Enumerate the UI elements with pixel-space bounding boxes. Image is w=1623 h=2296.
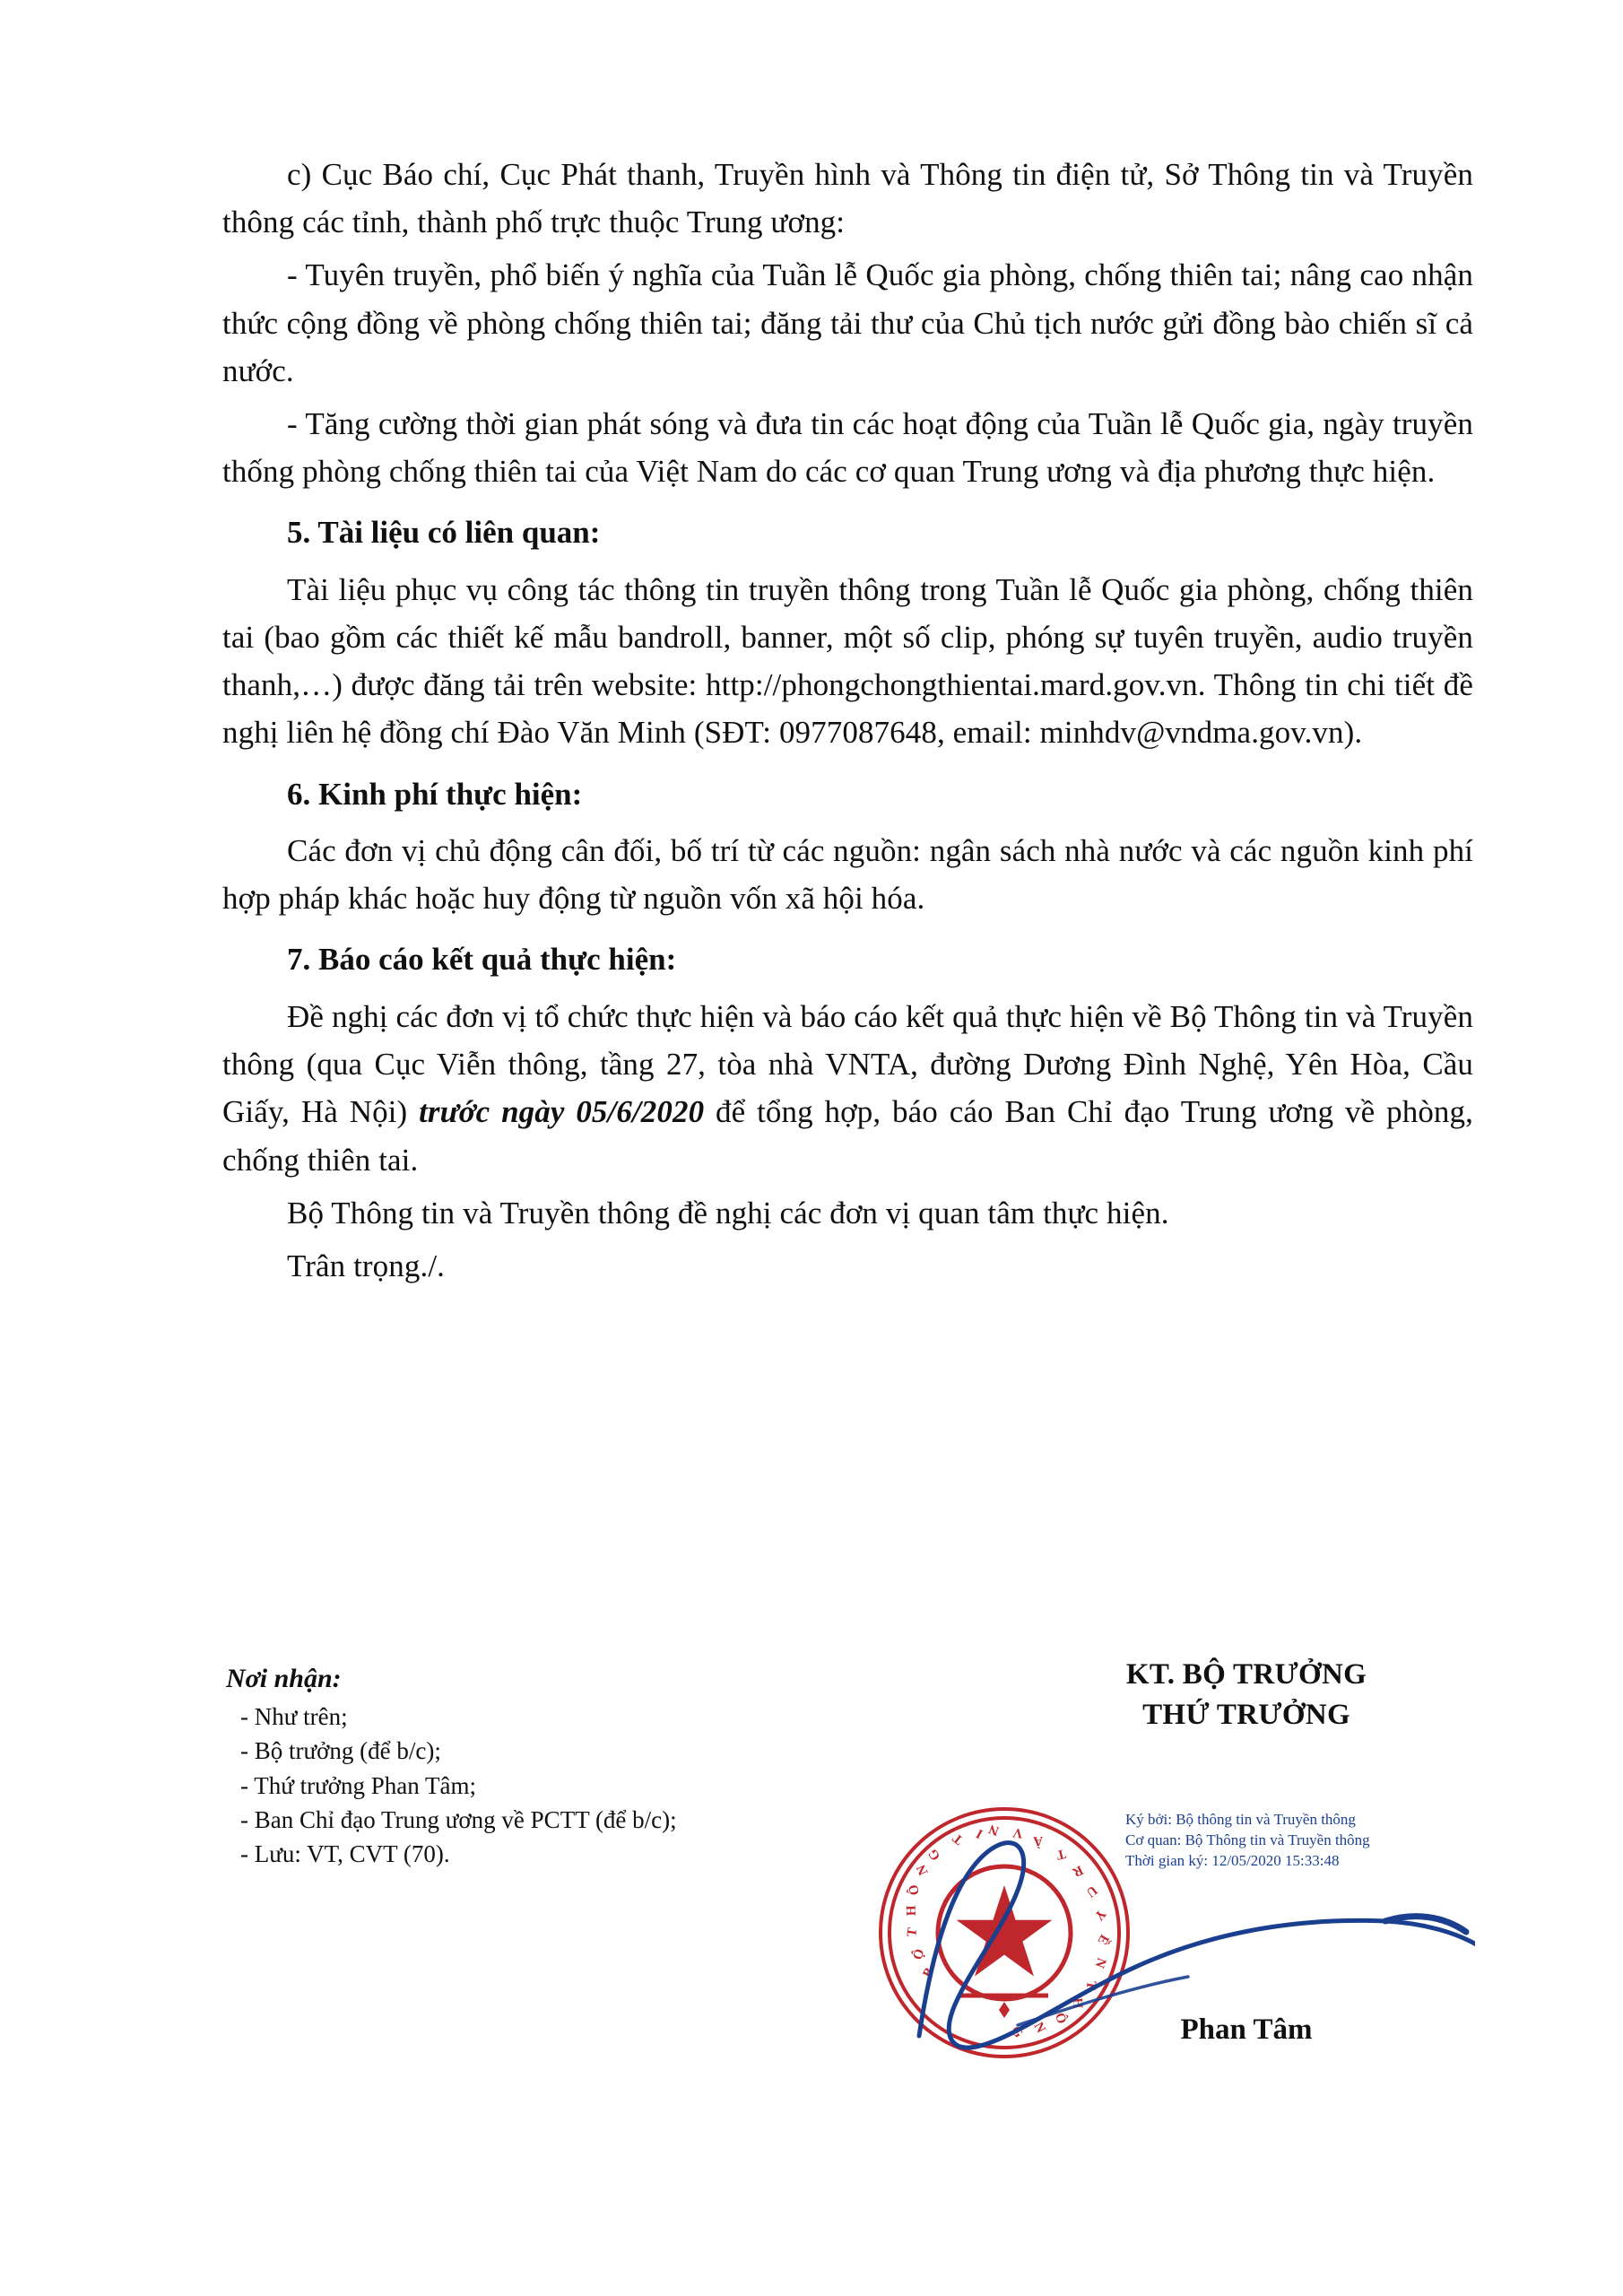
list-item: - Bộ trưởng (để b/c); bbox=[240, 1737, 441, 1765]
paragraph-funding: Các đơn vị chủ động cân đối, bố trí từ các nguồn: ngân sách nhà nước và các nguồn kinh phí hợp pháp khác hoặc huy động từ nguồn vốn xã hội hóa. bbox=[222, 833, 1473, 917]
digital-signature-timestamp: Thời gian ký: 12/05/2020 15:33:48 bbox=[1125, 1851, 1340, 1869]
signature-title-block bbox=[968, 1655, 1524, 1735]
heading-section-5: 5. Tài liệu có liên quan: bbox=[287, 515, 601, 551]
paragraph-reporting bbox=[222, 993, 1473, 1184]
digital-signature-organization: Cơ quan: Bộ Thông tin và Truyền thông bbox=[1125, 1831, 1370, 1848]
recipients-title: Nơi nhận: bbox=[226, 1664, 342, 1693]
svg-text:N: N bbox=[986, 1821, 1002, 1839]
digital-signature-info bbox=[1125, 1810, 1370, 1871]
paragraph-closing: Trân trọng./. bbox=[287, 1248, 445, 1283]
svg-text:B: B bbox=[920, 1965, 938, 1980]
svg-text:U: U bbox=[1082, 1882, 1100, 1900]
paragraph-propaganda: - Tuyên truyền, phổ biến ý nghĩa của Tuần lễ Quốc gia phòng, chống thiên tai; nâng cao nhận thức cộng đồng về phòng chống thiên tai; đăng tải thư của Chủ tịch nước gửi đồng bào chiến sĩ cả nước. bbox=[222, 257, 1473, 388]
svg-text:V: V bbox=[1011, 1824, 1024, 1840]
svg-text:G: G bbox=[925, 1846, 944, 1864]
heading-section-6: 6. Kinh phí thực hiện: bbox=[287, 776, 583, 812]
svg-text:N: N bbox=[1091, 1955, 1109, 1970]
svg-text:R: R bbox=[1070, 1862, 1086, 1880]
heading-section-7: 7. Báo cáo kết quả thực hiện: bbox=[287, 942, 677, 978]
paragraph-request: Bộ Thông tin và Truyền thông đề nghị các đơn vị quan tâm thực hiện. bbox=[287, 1195, 1169, 1231]
signature-title-line2: THỨ TRƯỞNG bbox=[1142, 1698, 1350, 1731]
reporting-text-after: để tổng hợp, báo cáo Ban Chỉ đạo Trung ương về phòng, chống thiên tai. bbox=[222, 1094, 1473, 1178]
signer-name: Phan Tâm bbox=[1180, 2013, 1313, 2046]
svg-text:T: T bbox=[1055, 1846, 1067, 1863]
paragraph-broadcast: - Tăng cường thời gian phát sóng và đưa tin các hoạt động của Tuần lễ Quốc gia, ngày truyền thống phòng chống thiên tai của Việt Nam do các cơ quan Trung ương và địa phương thực hiện. bbox=[222, 405, 1473, 490]
svg-text:T: T bbox=[905, 1926, 921, 1938]
svg-text:Ộ: Ộ bbox=[910, 1947, 928, 1962]
svg-text:N: N bbox=[914, 1862, 932, 1878]
svg-text:Ề: Ề bbox=[1094, 1932, 1112, 1947]
svg-text:T: T bbox=[950, 1830, 967, 1848]
svg-text:N: N bbox=[1030, 2020, 1048, 2036]
paragraph-materials: Tài liệu phục vụ công tác thông tin truyền thông trong Tuần lễ Quốc gia phòng, chống thiên tai (bao gồm các thiết kế mẫu bandroll, banner, một số clip, phóng sự tuyên truyền, audio truyền thanh,…) được đăng tải trên website: http://phongchongthientai.mard.gov.vn. Thông tin chi tiết đề nghị liên hệ đồng chí Đào Văn Minh (SĐT: 0977087648, email: minhdv@vndma.gov.vn). bbox=[222, 571, 1473, 751]
svg-text:H: H bbox=[1070, 1997, 1085, 2009]
list-item: - Như trên; bbox=[240, 1703, 348, 1730]
list-item: - Thứ trưởng Phan Tâm; bbox=[240, 1771, 477, 1799]
svg-text:Y: Y bbox=[1090, 1906, 1109, 1924]
signature-title-line1: KT. BỘ TRƯỞNG bbox=[1125, 1658, 1367, 1691]
svg-text:T: T bbox=[1082, 1979, 1098, 1991]
document-body bbox=[222, 151, 1473, 1295]
list-item: - Ban Chỉ đạo Trung ương về PCTT (để b/c); bbox=[240, 1805, 677, 1833]
reporting-text-before: Đề nghị các đơn vị tổ chức thực hiện và báo cáo kết quả thực hiện về Bộ Thông tin và Truyền thông (qua Cục Viễn thông, tầng 27, tòa nhà VNTA, đường Dương Đình Nghệ, Yên Hòa, Cầu Giấy, Hà Nội) bbox=[222, 998, 1473, 1130]
svg-text:Ô: Ô bbox=[1052, 2011, 1069, 2026]
svg-text:À: À bbox=[1033, 1833, 1044, 1848]
svg-text:I: I bbox=[974, 1825, 985, 1841]
svg-text:Ô: Ô bbox=[906, 1883, 923, 1897]
svg-text:H: H bbox=[904, 1905, 919, 1917]
reporting-deadline: trước ngày 05/6/2020 bbox=[419, 1094, 705, 1130]
paragraph-c-agencies: c) Cục Báo chí, Cục Phát thanh, Truyền hình và Thông tin điện tử, Sở Thông tin và Truyền thông các tỉnh, thành phố trực thuộc Trung ương: bbox=[222, 157, 1473, 240]
digital-signature-signed-by: Ký bởi: Bộ thông tin và Truyền thông bbox=[1125, 1811, 1356, 1828]
svg-text:G: G bbox=[1007, 2023, 1026, 2041]
list-item: - Lưu: VT, CVT (70). bbox=[240, 1840, 450, 1868]
